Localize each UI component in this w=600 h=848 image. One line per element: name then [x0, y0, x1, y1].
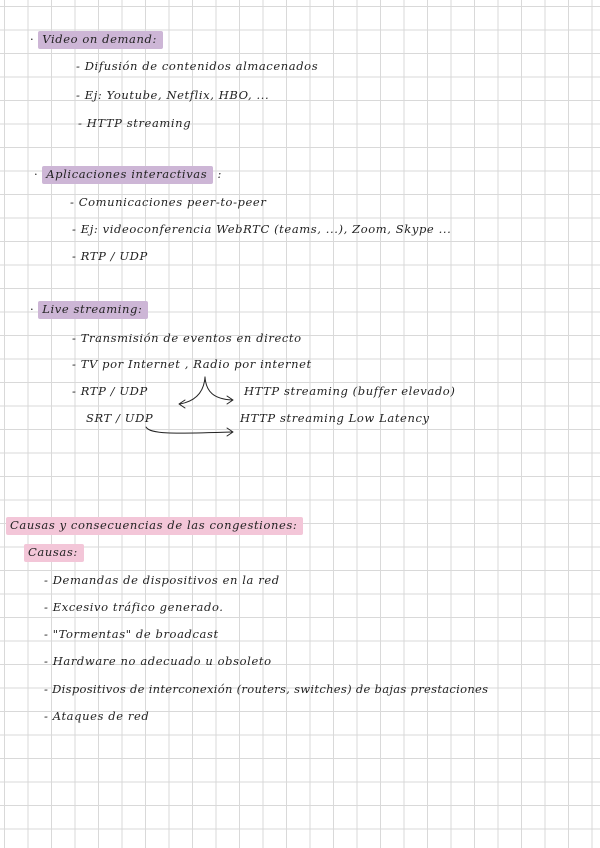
congestion-title: Causas y consecuencias de las congestiones:: [6, 517, 303, 535]
interactive-item-3: - RTP / UDP: [72, 249, 148, 263]
interactive-colon: :: [217, 167, 223, 181]
causes-heading: [24, 545, 84, 559]
congestion-heading: [6, 518, 303, 532]
srt-arrow: [146, 427, 232, 433]
vod-item-1: - Difusión de contenidos almacenados: [76, 59, 319, 73]
live-proto-right-1: HTTP streaming (buffer elevado): [244, 384, 456, 398]
interactive-item-1: - Comunicaciones peer-to-peer: [70, 195, 267, 209]
causes-label: Causas:: [24, 544, 84, 562]
vod-item-2: - Ej: Youtube, Netflix, HBO, ...: [76, 88, 270, 102]
live-proto-right-2: HTTP streaming Low Latency: [240, 411, 430, 425]
live-proto-left-1: - RTP / UDP: [72, 384, 148, 398]
cause-item-6: - Ataques de red: [44, 709, 150, 723]
brace-arrow-left: [180, 377, 205, 404]
interactive-heading: · Aplicaciones interactivas :: [34, 167, 222, 181]
interactive-title: Aplicaciones interactivas: [42, 166, 213, 184]
live-proto-left-2: SRT / UDP: [86, 411, 154, 425]
live-heading: · Live streaming:: [30, 302, 148, 316]
cause-item-2: - Excesivo tráfico generado.: [44, 600, 224, 614]
vod-item-3: - HTTP streaming: [78, 116, 192, 130]
cause-item-3: - "Tormentas" de broadcast: [44, 627, 219, 641]
vod-title: Video on demand:: [38, 31, 163, 49]
live-item-1: - Transmisión de eventos en directo: [72, 331, 302, 345]
cause-item-5: - Dispositivos de interconexión (routers, switches) de bajas prestaciones: [44, 682, 489, 696]
live-title: Live streaming:: [38, 301, 148, 319]
vod-heading: · Video on demand:: [30, 32, 163, 46]
live-item-2: - TV por Internet , Radio por internet: [72, 357, 312, 371]
cause-item-4: - Hardware no adecuado u obsoleto: [44, 654, 272, 668]
interactive-item-2: - Ej: videoconferencia WebRTC (teams, ...), Zoom, Skype ...: [72, 222, 452, 236]
cause-item-1: - Demandas de dispositivos en la red: [44, 573, 280, 587]
